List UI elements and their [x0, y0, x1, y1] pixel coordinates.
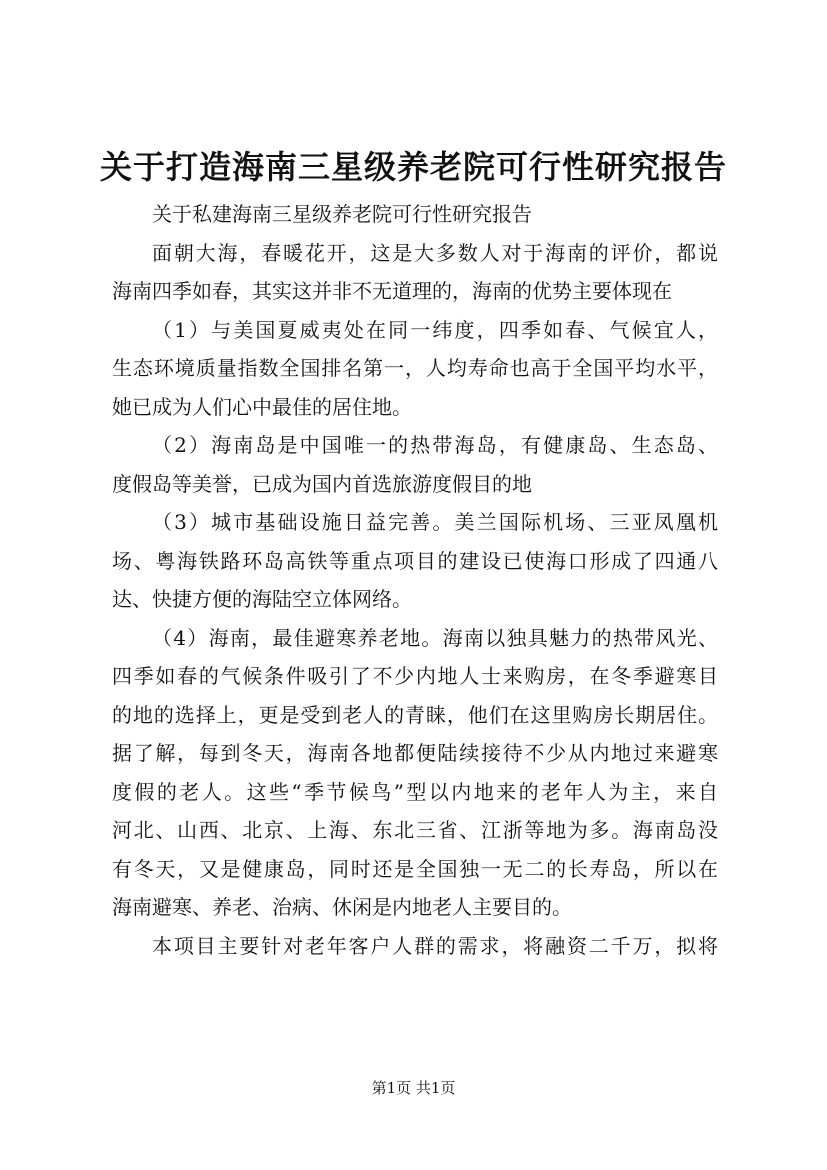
- text-line: 生态环境质量指数全国排名第一，人均寿命也高于全国平均水平，: [112, 356, 718, 380]
- text-line: （3）城市基础设施日益完善。美兰国际机场、三亚凤凰机: [152, 510, 718, 534]
- text-line: 场、粤海铁路环岛高铁等重点项目的建设已使海口形成了四通八: [112, 548, 718, 573]
- text-line: 她已成为人们心中最佳的居住地。: [112, 394, 412, 419]
- page-footer: 第1页 共1页: [371, 1079, 456, 1097]
- text-line: 达、快捷方便的海陆空立体网络。: [112, 587, 412, 611]
- text-line: 的地的选择上，更是受到老人的青睐，他们在这里购房长期居住。: [112, 702, 718, 727]
- text-line: 关于私建海南三星级养老院可行性研究报告: [152, 202, 532, 226]
- text-line: （2）海南岛是中国唯一的热带海岛，有健康岛、生态岛、: [152, 433, 718, 457]
- text-line: 本项目主要针对老年客户人群的需求，将融资二千万，拟将: [152, 933, 718, 958]
- text-line: 河北、山西、北京、上海、东北三省、江浙等地为多。海南岛没: [112, 818, 718, 842]
- text-line: 四季如春的气候条件吸引了不少内地人士来购房，在冬季避寒目: [112, 664, 718, 688]
- text-line: 据了解，每到冬天，海南各地都便陆续接待不少从内地过来避寒: [112, 741, 718, 765]
- document-body: [112, 195, 718, 965]
- text-line: 度假的老人。这些“季节候鸟”型以内地来的老年人为主，来自: [112, 779, 718, 804]
- text-line: 面朝大海，春暖花开，这是大多数人对于海南的评价，都说: [152, 240, 718, 265]
- text-line: 有冬天，又是健康岛，同时还是全国独一无二的长寿岛，所以在: [112, 856, 718, 881]
- text-line: 海南避寒、养老、治病、休闲是内地老人主要目的。: [112, 895, 572, 919]
- text-line: 度假岛等美誉，已成为国内首选旅游度假目的地: [112, 471, 532, 496]
- text-line: （4）海南，最佳避寒养老地。海南以独具魅力的热带风光、: [152, 625, 718, 650]
- text-line: （1）与美国夏威夷处在同一纬度，四季如春、气候宜人，: [152, 317, 718, 342]
- document-title: 关于打造海南三星级养老院可行性研究报告: [99, 148, 727, 186]
- text-line: 海南四季如春，其实这并非不无道理的，海南的优势主要体现在: [112, 279, 672, 303]
